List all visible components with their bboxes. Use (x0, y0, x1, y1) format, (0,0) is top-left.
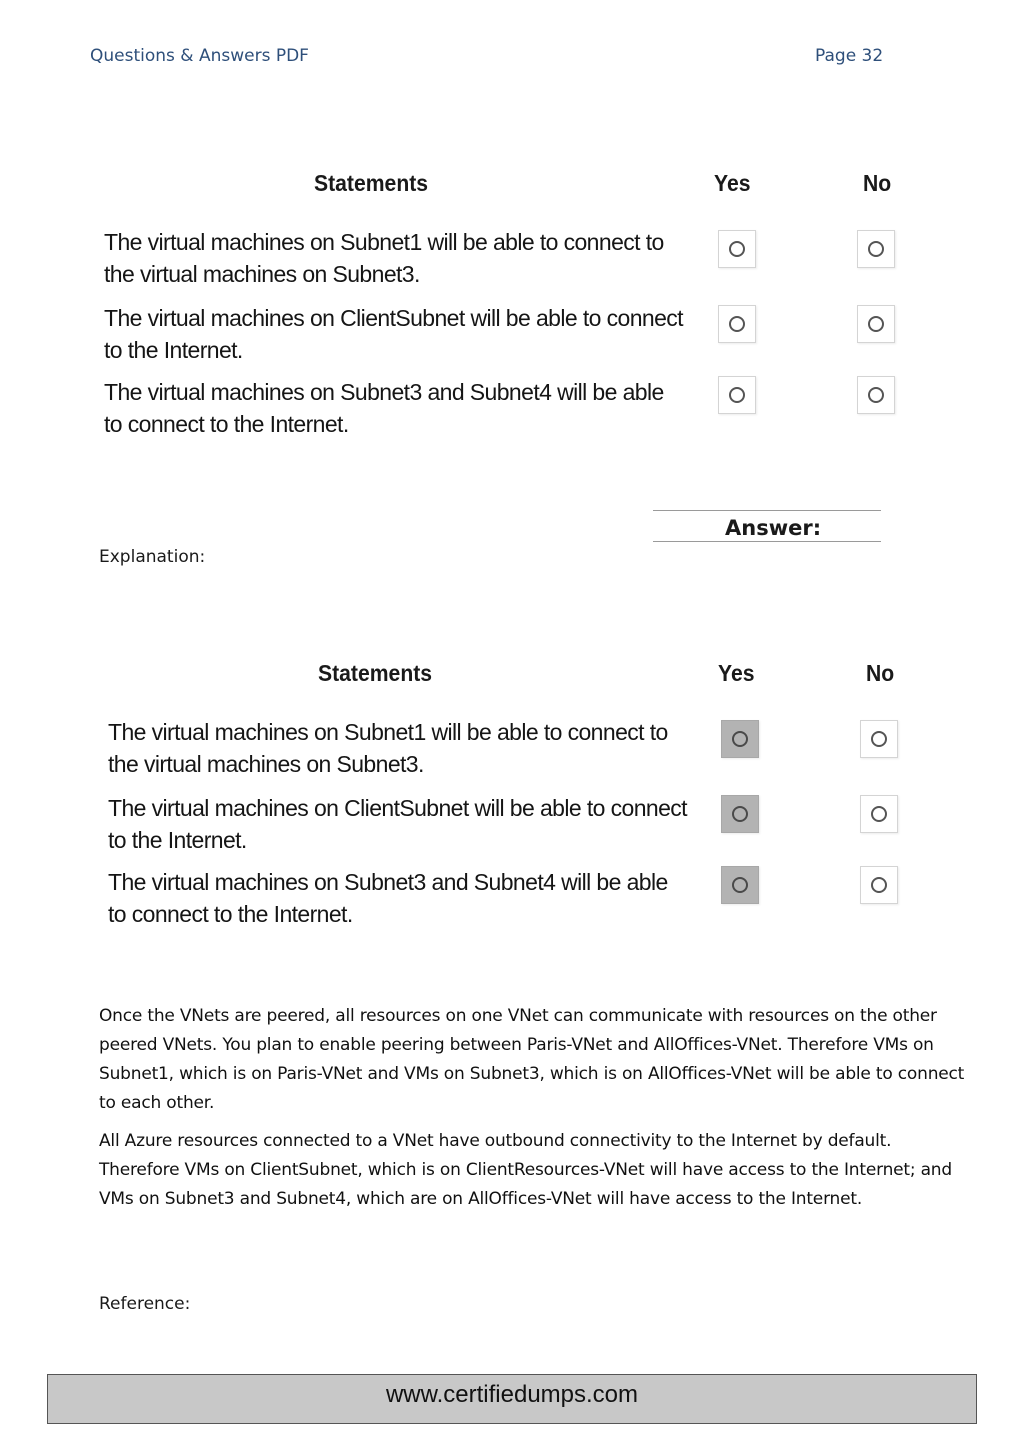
radio-circle-icon (729, 316, 745, 332)
no-radio-row-1[interactable] (860, 720, 898, 758)
header-title: Questions & Answers PDF (90, 46, 309, 66)
no-header: No (863, 170, 892, 196)
yes-radio-row-3[interactable] (718, 376, 756, 414)
no-radio-row-3[interactable] (857, 376, 895, 414)
radio-circle-icon (868, 241, 884, 257)
reference-label: Reference: (99, 1294, 191, 1314)
statement-row-2 (104, 302, 729, 366)
footer-website: www.certifiedumps.com (385, 1381, 639, 1408)
statement-line: The virtual machines on Subnet1 will be able to connect to (108, 719, 668, 745)
yes-header: Yes (714, 170, 751, 196)
yes-radio-row-1-selected[interactable] (721, 720, 759, 758)
statement-line: the virtual machines on Subnet3. (108, 751, 424, 777)
no-radio-row-3[interactable] (860, 866, 898, 904)
statement-line: The virtual machines on Subnet3 and Subnet4 will be able (104, 379, 664, 405)
answer-statements-table (108, 660, 918, 950)
explanation-label: Explanation: (99, 547, 206, 567)
question-statements-table (104, 170, 914, 460)
answer-heading (653, 510, 881, 542)
explanation-paragraph-2: All Azure resources connected to a VNet have outbound connectivity to the Internet by default. Therefore VMs on ClientSubnet, which is on ClientResources-VNet will have access to the Internet; and VMs on Subnet3 and Subnet4, which are on AllOffices-VNet will have access to the Internet. (99, 1131, 952, 1209)
answer-label: Answer: (725, 516, 822, 540)
statement-line: to connect to the Internet. (104, 411, 349, 437)
radio-circle-icon (729, 241, 745, 257)
radio-circle-icon (732, 731, 748, 747)
yes-radio-row-2-selected[interactable] (721, 795, 759, 833)
statement-row-3 (104, 376, 729, 440)
statement-line: to the Internet. (108, 827, 247, 853)
statement-row-1 (104, 226, 729, 290)
explanation-paragraph-1: Once the VNets are peered, all resources on one VNet can communicate with resources on the other peered VNets. You plan to enable peering between Paris-VNet and AllOffices-VNet. Therefore VMs on Subnet1, which is on Paris-VNet and VMs on Subnet3, which is on AllOffices-VNet will be able to connect to each other. (99, 1006, 965, 1113)
footer-banner (47, 1374, 977, 1424)
radio-circle-icon (868, 387, 884, 403)
radio-circle-icon (732, 877, 748, 893)
yes-radio-row-2[interactable] (718, 305, 756, 343)
statement-line: The virtual machines on ClientSubnet will be able to connect (104, 305, 683, 331)
statement-line: to connect to the Internet. (108, 901, 353, 927)
statement-row-1 (108, 716, 733, 780)
yes-radio-row-1[interactable] (718, 230, 756, 268)
statement-line: The virtual machines on Subnet3 and Subnet4 will be able (108, 869, 668, 895)
radio-circle-icon (729, 387, 745, 403)
no-header: No (866, 660, 895, 686)
statement-line: the virtual machines on Subnet3. (104, 261, 420, 287)
radio-circle-icon (871, 877, 887, 893)
no-radio-row-1[interactable] (857, 230, 895, 268)
statement-line: to the Internet. (104, 337, 243, 363)
statement-row-2 (108, 792, 733, 856)
yes-header: Yes (718, 660, 755, 686)
statements-header: Statements (318, 660, 433, 686)
statement-row-3 (108, 866, 733, 930)
statements-header: Statements (314, 170, 429, 196)
page-number: Page 32 (815, 46, 884, 66)
radio-circle-icon (732, 806, 748, 822)
no-radio-row-2[interactable] (857, 305, 895, 343)
statement-line: The virtual machines on ClientSubnet will be able to connect (108, 795, 687, 821)
radio-circle-icon (871, 731, 887, 747)
radio-circle-icon (868, 316, 884, 332)
no-radio-row-2[interactable] (860, 795, 898, 833)
radio-circle-icon (871, 806, 887, 822)
yes-radio-row-3-selected[interactable] (721, 866, 759, 904)
statement-line: The virtual machines on Subnet1 will be able to connect to (104, 229, 664, 255)
